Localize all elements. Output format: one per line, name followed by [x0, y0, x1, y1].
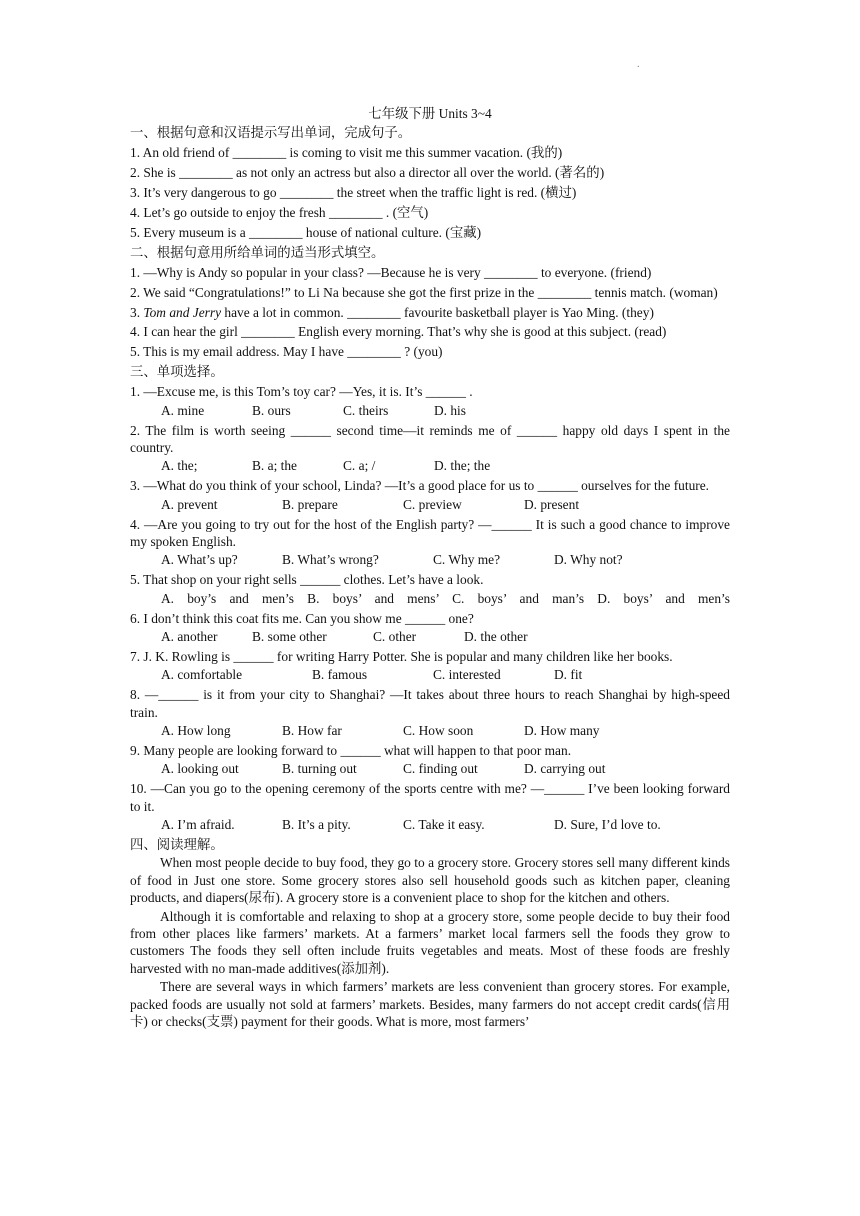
option-b: B. How far [282, 723, 342, 738]
mc-question-9: 9. Many people are looking forward to ______ what will happen to that poor man. [130, 742, 572, 758]
option-c: C. Take it easy. [403, 817, 485, 833]
worksheet-content [130, 105, 730, 1030]
mc-options-6 [130, 628, 730, 645]
option-d: D. his [434, 402, 466, 418]
option-b: B. famous [312, 667, 368, 683]
option-c: C. finding out [403, 761, 478, 777]
page-title: 七年级下册 Units 3~4 [368, 106, 492, 121]
option-a: A. another [161, 628, 218, 644]
mc-question-1: 1. —Excuse me, is this Tom’s toy car? —Yes, it is. It’s ______ . [130, 384, 473, 400]
option-a: A. How long [161, 723, 231, 738]
s2-item-2: 2. We said “Congratulations!” to Li Na because she got the first prize in the ________ tennis match. (woman) [130, 284, 718, 300]
option-a: A. What’s up? [161, 552, 238, 568]
option-a: A. comfortable [161, 667, 243, 683]
s2-item-3-text: have a lot in common. ________ favourite basketball player is Yao Ming. (they) [224, 304, 654, 320]
mc-options-5 [130, 590, 730, 607]
mc-options-10 [130, 816, 730, 833]
option-b: B. What’s wrong? [282, 552, 379, 568]
mc-question-4: 4. —Are you going to try out for the host of the English party? —______ It is such a good chance to improve my spoken English. [130, 516, 730, 549]
option-d: D. the other [464, 628, 528, 644]
option-a: A. mine [161, 402, 205, 418]
section4-heading: 四、阅读理解。 [130, 836, 224, 852]
option-d: D. How many [524, 723, 600, 738]
s2-item-3-title: Tom and Jerry [143, 304, 222, 320]
option-d: D. Sure, I’d love to. [554, 817, 661, 833]
option-d: D. the; the [434, 458, 491, 474]
mc-options-9 [130, 760, 730, 777]
s2-item-3-number: 3. [130, 304, 144, 320]
mc-question-2: 2. The film is worth seeing ______ second time—it reminds me of ______ happy old days I spent in the country. [130, 422, 730, 455]
s1-item-1: 1. An old friend of ________ is coming to visit me this summer vacation. (我的) [130, 145, 563, 161]
mc-options-8 [130, 722, 730, 739]
mc-question-3: 3. —What do you think of your school, Linda? —It’s a good place for us to ______ ourselves for the future. [130, 478, 710, 494]
s1-item-5: 5. Every museum is a ________ house of national culture. (宝藏) [130, 224, 482, 240]
reading-paragraph-2: Although it is comfortable and relaxing to shop at a grocery store, some people decide to buy their food from other places like farmers’ markets. At a farmers’ market local farmers sell the foods they grow to customers The foods they sell often include fruits vegetables and meats. Most of these foods are freshly harvested with no man-made additives(添加剂). [130, 908, 730, 976]
option-d: D. Why not? [554, 552, 623, 568]
mc-options-1 [130, 402, 730, 419]
option-d: D. carrying out [524, 761, 606, 777]
option-a: A. looking out [161, 761, 239, 777]
mc-question-5: 5. That shop on your right sells ______ clothes. Let’s have a look. [130, 572, 484, 588]
s1-item-2: 2. She is ________ as not only an actress but also a director all over the world. (著名的) [130, 165, 605, 181]
option-b: B. ours [252, 402, 291, 418]
option-d: D. present [524, 496, 580, 512]
mc-options-7 [130, 666, 730, 683]
mc-question-10: 10. —Can you go to the opening ceremony of the sports centre with me? —______ I’ve been looking forward to it. [130, 781, 730, 814]
s1-item-4: 4. Let’s go outside to enjoy the fresh ________ . (空气) [130, 205, 429, 221]
option-c: C. other [373, 628, 417, 644]
s1-item-3: 3. It’s very dangerous to go ________ the street when the traffic light is red. (横过) [130, 185, 577, 201]
section3-heading: 三、单项选择。 [130, 364, 224, 380]
section2-heading: 二、根据句意用所给单词的适当形式填空。 [130, 244, 385, 260]
option-c: C. Why me? [433, 552, 501, 568]
option-b: B. some other [252, 628, 327, 644]
mc-options-2 [130, 457, 730, 474]
options-line-5: A. boy’s and men’s B. boys’ and mens’ C. boys’ and man’s D. boys’ and men’s [161, 590, 730, 606]
s2-item-5: 5. This is my email address. May I have ________ ? (you) [130, 344, 443, 360]
s2-item-3 [130, 304, 730, 321]
reading-paragraph-1: When most people decide to buy food, they go to a grocery store. Grocery stores sell many different kinds of food in Just one store. Some grocery stores also sell household goods such as kitchen paper, cleaning products, and diapers(尿布). A grocery store is a convenient place to shop for the kitchen and others. [130, 855, 730, 906]
option-c: C. preview [403, 496, 462, 512]
option-c: C. theirs [343, 402, 389, 418]
option-c: C. interested [433, 667, 501, 683]
s2-item-1: 1. —Why is Andy so popular in your class? —Because he is very ________ to everyone. (friend) [130, 264, 652, 280]
s2-item-4: 4. I can hear the girl ________ English every morning. That’s why she is good at this subject. (read) [130, 324, 667, 340]
option-d: D. fit [554, 667, 583, 683]
option-b: B. prepare [282, 496, 338, 512]
option-b: B. It’s a pity. [282, 817, 351, 833]
mc-options-4 [130, 551, 730, 568]
option-c: C. a; / [343, 458, 376, 474]
section1-heading: 一、根据句意和汉语提示写出单词，完成句子。 [130, 125, 412, 141]
mc-options-3 [130, 496, 730, 513]
option-b: B. a; the [252, 458, 297, 474]
option-b: B. turning out [282, 761, 357, 777]
mc-question-6: 6. I don’t think this coat fits me. Can you show me ______ one? [130, 610, 474, 626]
option-c: C. How soon [403, 723, 474, 738]
option-a: A. I’m afraid. [161, 817, 235, 833]
page-dot: . [637, 59, 640, 70]
reading-paragraph-3: There are several ways in which farmers’ markets are less convenient than grocery stores. For example, packed foods are usually not sold at farmers’ markets. Besides, many farmers do not accept credit cards(信用卡) or checks(支票) payment for their goods. What is more, most farmers’ [130, 979, 730, 1029]
mc-question-8: 8. —______ is it from your city to Shanghai? —It takes about three hours to reach Shanghai by high-speed train. [130, 687, 730, 720]
option-a: A. the; [161, 458, 198, 474]
mc-question-7: 7. J. K. Rowling is ______ for writing Harry Potter. She is popular and many children like her books. [130, 648, 673, 664]
option-a: A. prevent [161, 496, 218, 512]
